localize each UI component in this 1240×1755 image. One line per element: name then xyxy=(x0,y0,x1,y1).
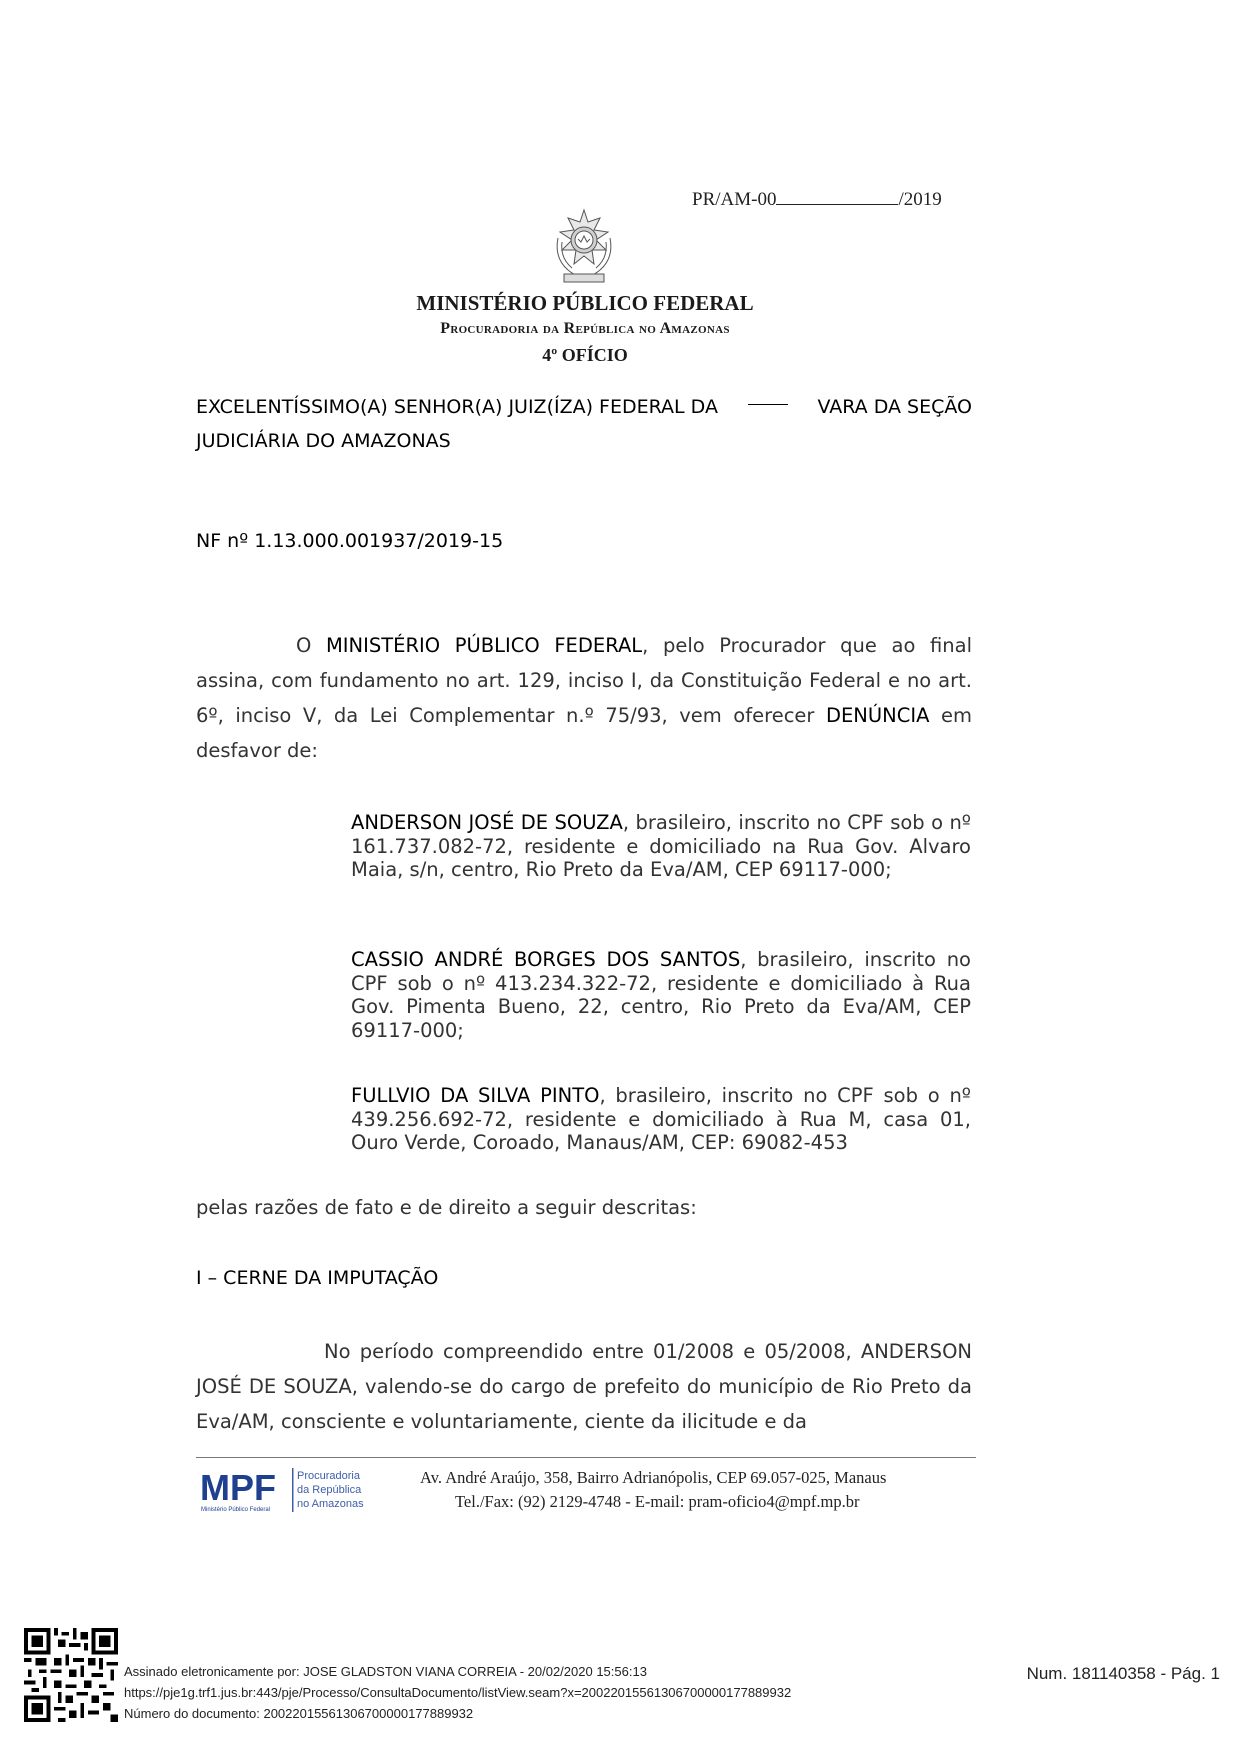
intro-o: O xyxy=(296,634,312,657)
addressee-line2: JUDICIÁRIA DO AMAZONAS xyxy=(196,430,451,452)
footer-address: Av. André Araújo, 358, Bairro Adrianópolis, CEP 69.057-025, Manaus xyxy=(420,1468,887,1487)
accused-name: CASSIO ANDRÉ BORGES DOS SANTOS xyxy=(351,948,741,971)
accused-entry xyxy=(351,811,971,882)
office-number: 4º OFÍCIO xyxy=(542,345,628,365)
mpf-logo-side-2: da República xyxy=(297,1484,362,1496)
intro-denuncia: DENÚNCIA xyxy=(825,704,930,727)
document-number: Número do documento: 20022015561306700000177889932 xyxy=(124,1706,474,1721)
mpf-logo xyxy=(200,1466,380,1514)
intro-text2: em desfavor de: xyxy=(196,704,972,762)
accused-details: , brasileiro, inscrito no CPF sob o nº 161.737.082-72, residente e domiciliado na Rua Gov. Alvaro Maia, s/n, centro, Rio Preto da Eva/AM, CEP 69117-000; xyxy=(351,811,971,881)
accused-entry xyxy=(351,948,971,1042)
intro-mpf: MINISTÉRIO PÚBLICO FEDERAL xyxy=(325,634,643,657)
nf-number: NF nº 1.13.000.001937/2019-15 xyxy=(196,530,504,552)
accused-name: ANDERSON JOSÉ DE SOUZA xyxy=(351,811,623,834)
mpf-logo-text: MPF xyxy=(200,1467,276,1508)
page-number: Num. 181140358 - Pág. 1 xyxy=(1026,1664,1220,1683)
accused-name: FULLVIO DA SILVA PINTO xyxy=(351,1084,600,1107)
doc-ref-suffix: /2019 xyxy=(898,189,942,210)
document-url: https://pje1g.trf1.jus.br:443/pje/Processo/ConsultaDocumento/listView.seam?x=20022015561306700000177889932 xyxy=(124,1685,792,1700)
accused-entry xyxy=(351,1084,971,1155)
intro-paragraph xyxy=(196,628,972,768)
institution-name: MINISTÉRIO PÚBLICO FEDERAL xyxy=(416,291,754,315)
section-title: I – CERNE DA IMPUTAÇÃO xyxy=(196,1267,439,1289)
footer-contact: Tel./Fax: (92) 2129-4748 - E-mail: pram-oficio4@mpf.mp.br xyxy=(455,1492,860,1511)
accused-details: , brasileiro, inscrito no CPF sob o nº 439.256.692-72, residente e domiciliado à Rua M, casa 01, Ouro Verde, Coroado, Manaus/AM, CEP: 69082-453 xyxy=(351,1084,971,1154)
institution-subtitle: Procuradoria da República no Amazonas xyxy=(440,320,730,337)
signature-line: Assinado eletronicamente por: JOSE GLADSTON VIANA CORREIA - 20/02/2020 15:56:13 xyxy=(124,1664,647,1679)
mpf-logo-side-3: no Amazonas xyxy=(297,1498,364,1510)
doc-ref-blank xyxy=(776,188,898,205)
mpf-logo-side-1: Procuradoria xyxy=(297,1470,360,1482)
facts-text: No período compreendido entre 01/2008 e 05/2008, ANDERSON JOSÉ DE SOUZA, valendo-se do cargo de prefeito do município de Rio Preto da Eva/AM, consciente e voluntariamente, ciente da ilicitude e da xyxy=(196,1340,972,1433)
addressee xyxy=(196,390,972,458)
addressee-line1-end: VARA DA SEÇÃO xyxy=(817,396,972,418)
qr-code-icon xyxy=(24,1628,118,1722)
coat-of-arms-icon xyxy=(548,208,620,288)
addressee-blank xyxy=(748,390,788,405)
facts-paragraph xyxy=(196,1334,972,1439)
accused-details: , brasileiro, inscrito no CPF sob o nº 413.234.322-72, residente e domiciliado à Rua Gov. Pimenta Bueno, 22, centro, Rio Preto da Eva/AM, CEP 69117-000; xyxy=(351,948,971,1042)
reasons-line: pelas razões de fato e de direito a seguir descritas: xyxy=(196,1196,697,1219)
footer-divider xyxy=(196,1457,976,1458)
doc-ref-prefix: PR/AM-00 xyxy=(692,189,777,210)
addressee-line1-start: EXCELENTÍSSIMO(A) SENHOR(A) JUIZ(ÍZA) FEDERAL DA xyxy=(196,396,718,418)
mpf-logo-small: Ministério Público Federal xyxy=(201,1507,271,1513)
intro-text1: , pelo Procurador que ao final assina, com fundamento no art. 129, inciso I, da Constituição Federal e no art. 6º, inciso V, da Lei Complementar n.º 75/93, vem oferecer xyxy=(196,634,972,727)
document-reference xyxy=(692,188,942,211)
